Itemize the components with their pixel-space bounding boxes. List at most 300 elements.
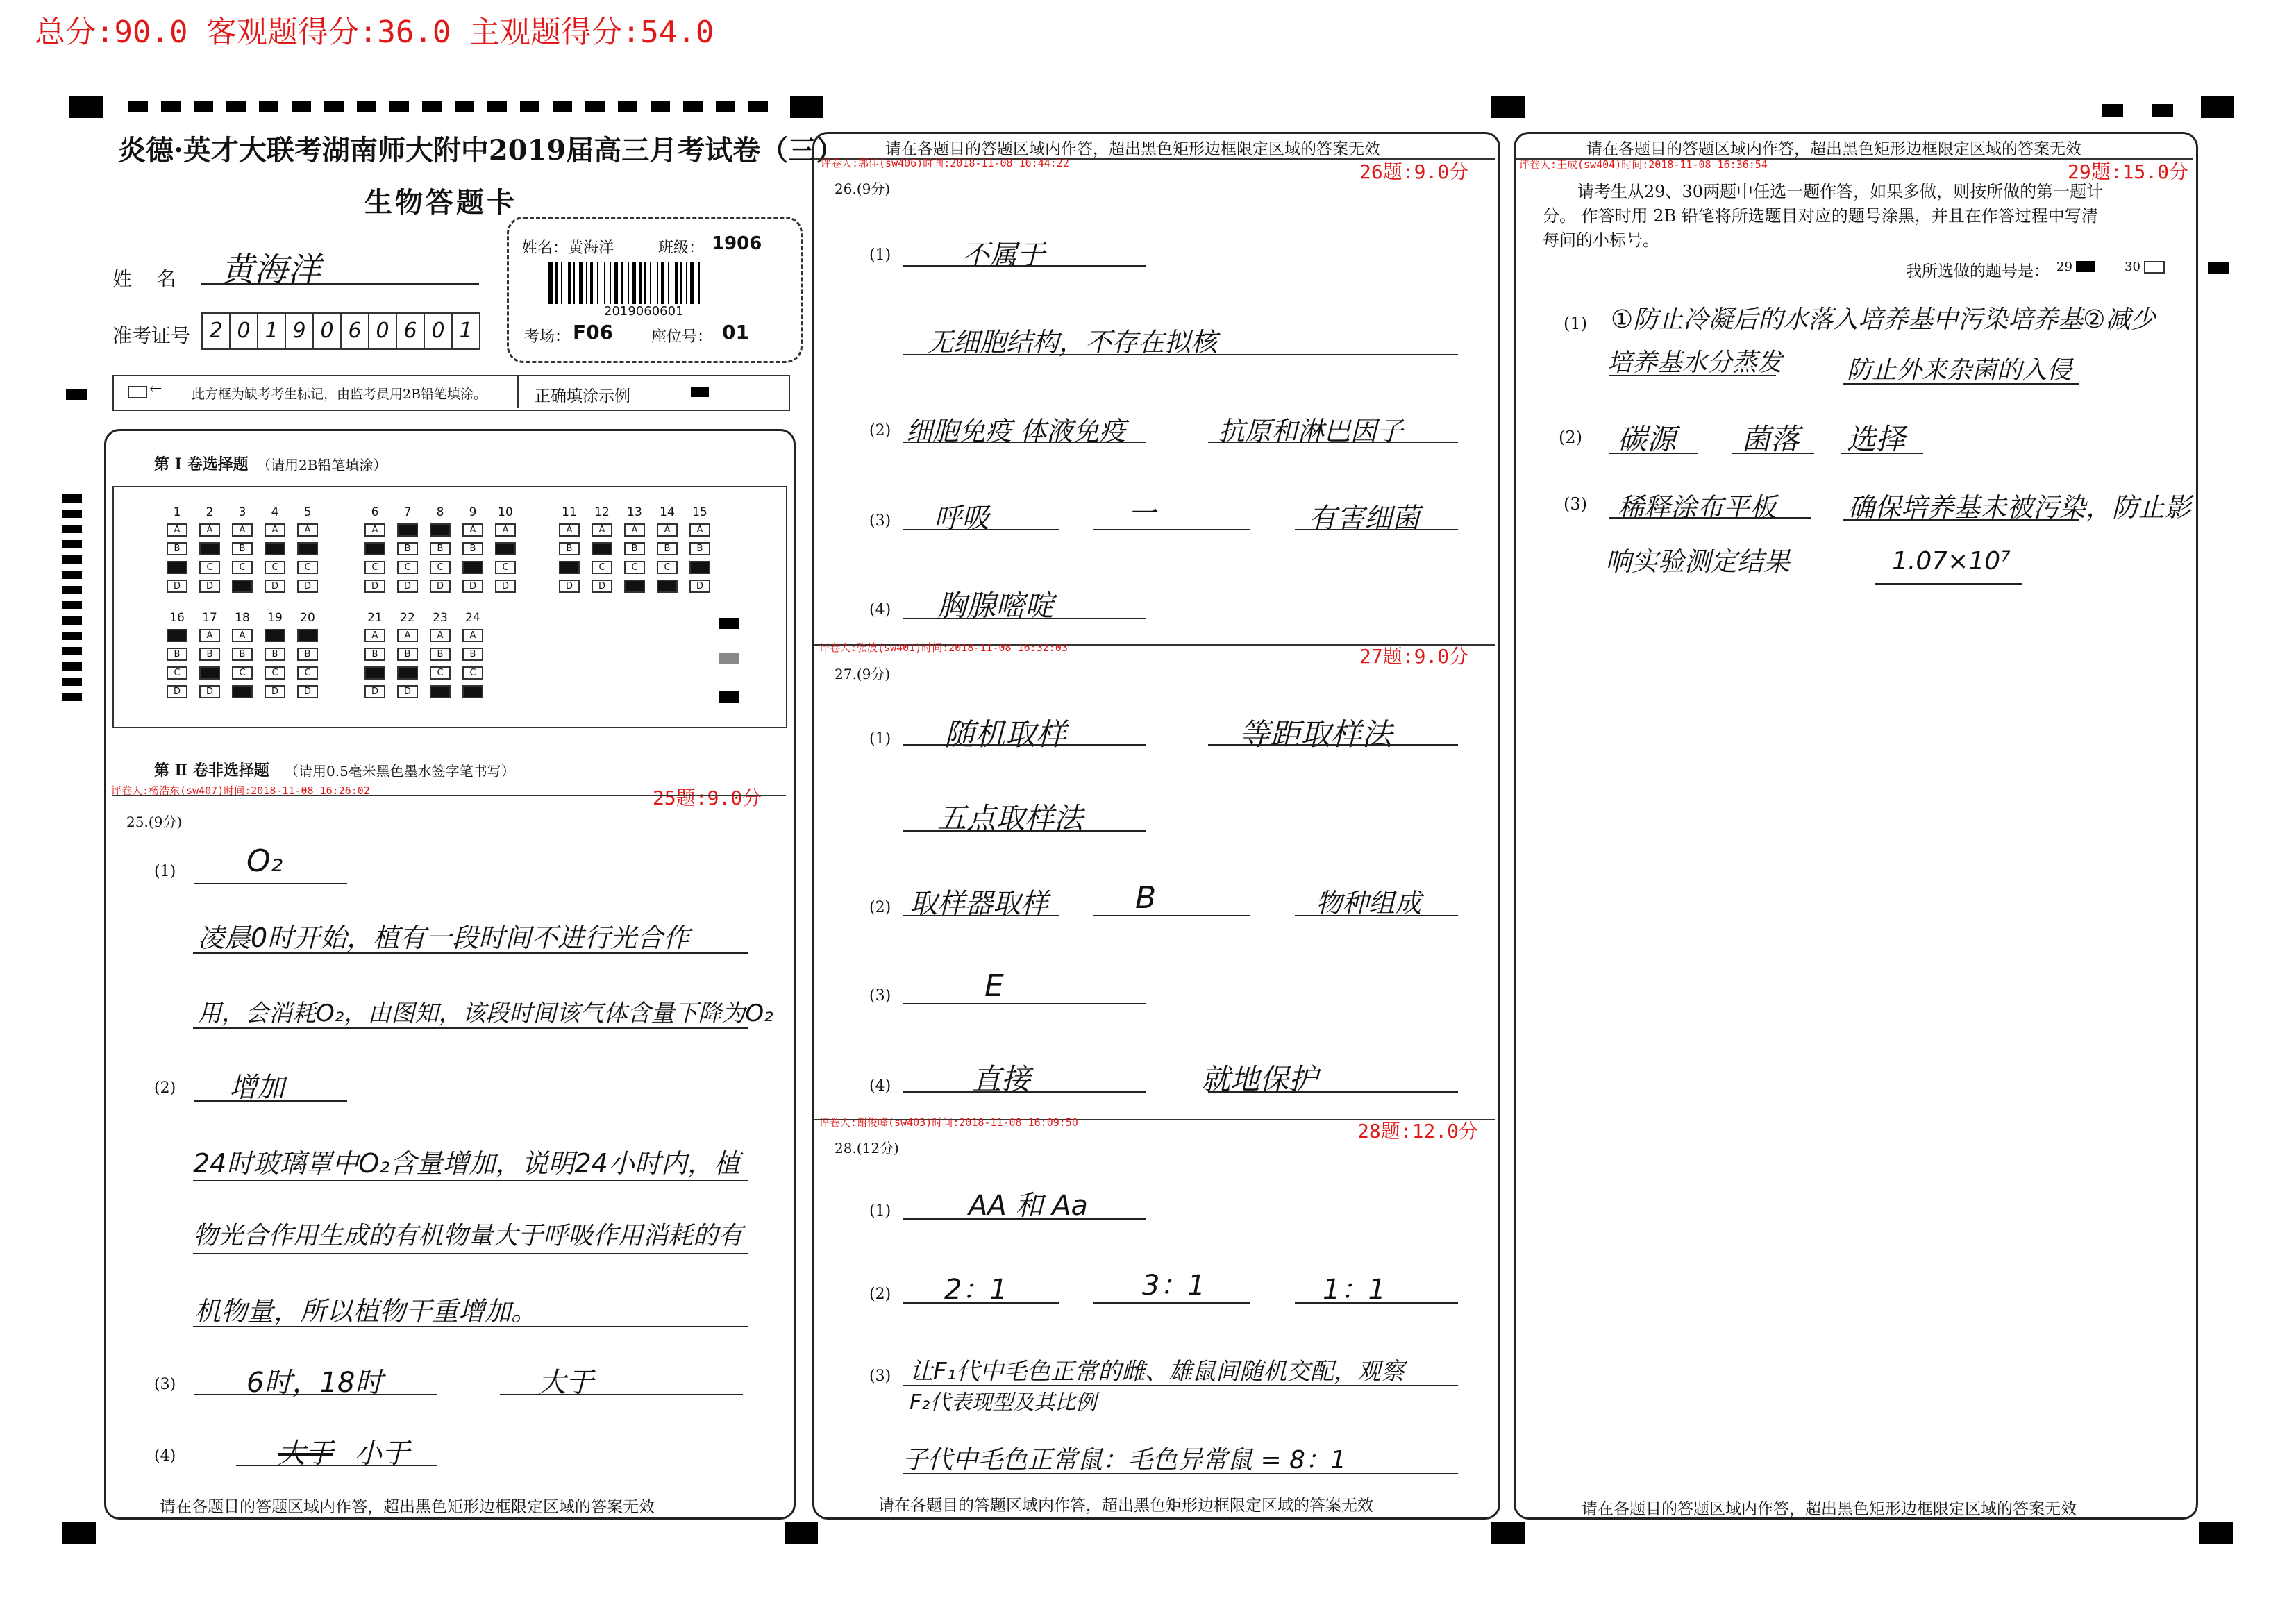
q27-label-3: (3)	[869, 987, 891, 1004]
section1-title: 第 Ⅰ 卷选择题	[154, 455, 249, 473]
barcode-bar	[644, 262, 646, 304]
q27-answer-3: E	[984, 968, 1004, 1004]
q25-top-rule	[112, 795, 786, 796]
answer-bubble-b[interactable]: B	[364, 648, 385, 661]
answer-bubble-c[interactable]: C	[199, 666, 220, 680]
barcode-bar	[668, 262, 669, 304]
q29-answer-3c: 1.07×10⁷	[1892, 547, 2011, 575]
q29-answer-1-line2b: 防止外来杂菌的入侵	[1847, 356, 2072, 385]
answer-bubble-b[interactable]: B	[265, 542, 285, 555]
answer-bubble-c[interactable]: C	[397, 561, 418, 574]
question-number: 15	[692, 505, 707, 519]
q25-line-3a	[194, 1394, 437, 1395]
q26-label-2: (2)	[869, 422, 891, 439]
answer-bubble-d[interactable]: D	[397, 580, 418, 593]
q28-answer-2b: 3：1	[1142, 1270, 1205, 1302]
q29-answer-3-line2: 响实验测定结果	[1605, 546, 1791, 577]
answer-bubble-a[interactable]: A	[462, 523, 483, 537]
barcode-bar	[686, 262, 687, 304]
answer-bubble-c[interactable]: C	[265, 561, 285, 574]
id-label: 准考证号	[112, 324, 191, 347]
answer-bubble-a[interactable]: A	[199, 523, 220, 537]
answer-bubble-c[interactable]: C	[297, 666, 318, 680]
q28-label-2: (2)	[869, 1286, 891, 1303]
q25-line-1a	[193, 952, 748, 954]
timing-dash	[324, 101, 344, 112]
question-number: 9	[469, 505, 477, 519]
answer-bubble-a[interactable]: A	[397, 523, 418, 537]
answer-bubble-a[interactable]: A	[232, 629, 253, 642]
timing-dash	[62, 555, 82, 564]
grid-mark-3	[719, 691, 739, 703]
left-timing-strip	[62, 494, 83, 709]
barcode-bar	[614, 262, 618, 304]
timing-mark-bottom-2	[1491, 1522, 1525, 1544]
answer-bubble-d[interactable]: D	[167, 685, 187, 698]
question-number: 4	[271, 505, 279, 519]
q29-label-1: (1)	[1564, 314, 1587, 333]
answer-bubble-a[interactable]: A	[232, 523, 253, 537]
exam-id-digit: 2	[201, 312, 231, 350]
question-number: 24	[465, 611, 480, 625]
timing-mark-top-3	[2102, 104, 2123, 117]
q28-label-1: (1)	[869, 1202, 891, 1220]
section1-hint: （请用2B铅笔填涂）	[257, 457, 387, 473]
q29-line-3a	[1609, 517, 1811, 519]
answer-bubble-b[interactable]: B	[430, 542, 451, 555]
q26-label-1: (1)	[869, 246, 891, 264]
barcode-bar	[555, 262, 558, 304]
question-number: 21	[367, 611, 383, 625]
timing-mark-bottom-left	[62, 1522, 96, 1544]
q28-answer-2a: 2：1	[944, 1274, 1007, 1306]
exam-id-digit: 0	[368, 312, 397, 350]
q28-line-2c	[1295, 1302, 1458, 1304]
q25-label-2: (2)	[154, 1079, 176, 1097]
answer-bubble-b[interactable]: B	[364, 542, 385, 555]
answer-bubble-b[interactable]: B	[397, 542, 418, 555]
timing-dash	[716, 101, 735, 112]
answer-bubble-c[interactable]: C	[364, 561, 385, 574]
q27-label-2: (2)	[869, 899, 891, 916]
q26-grader: 评卷人:郭佳(sw406)时间:2018-11-08 16:44:22	[821, 157, 1069, 169]
timing-dash	[422, 101, 442, 112]
answer-bubble-c[interactable]: C	[624, 561, 645, 574]
answer-bubble-a[interactable]: A	[297, 523, 318, 537]
timing-dash	[520, 101, 539, 112]
barcode-bar	[675, 262, 678, 304]
question-number: 22	[400, 611, 415, 625]
barcode-bar	[657, 262, 658, 304]
timing-dash	[357, 101, 376, 112]
answer-bubble-b[interactable]: B	[397, 648, 418, 661]
absent-divider	[517, 375, 519, 408]
question-number: 14	[660, 505, 675, 519]
q29-line-1a	[1609, 375, 1776, 376]
q29-answer-2c: 选择	[1847, 422, 1906, 456]
barcode-bar	[579, 262, 583, 304]
barcode-bar	[632, 262, 636, 304]
q29-answer-1-line1: ①防止冷凝后的水落入培养基中污染培养基②减少	[1611, 305, 2156, 334]
q27-header: 27.(9分)	[835, 666, 891, 682]
answer-bubble-a[interactable]: A	[592, 523, 612, 537]
answer-bubble-b[interactable]: B	[462, 648, 483, 661]
q28-line-3a	[903, 1385, 1458, 1386]
timing-dash	[62, 601, 82, 609]
q25-line-2c	[193, 1326, 748, 1327]
answer-bubble-d[interactable]: D	[232, 580, 253, 593]
answer-bubble-d[interactable]: D	[624, 580, 645, 593]
answer-bubble-d[interactable]: D	[430, 685, 451, 698]
answer-bubble-a[interactable]: A	[495, 523, 516, 537]
answer-bubble-c[interactable]: C	[232, 561, 253, 574]
q28-answer-2c: 1：1	[1323, 1274, 1386, 1306]
answer-bubble-d[interactable]: D	[364, 685, 385, 698]
q26-line-1a	[903, 354, 1458, 355]
q29-line-1b	[1843, 383, 2079, 385]
answer-bubble-d[interactable]: D	[167, 580, 187, 593]
timing-mark-top-left	[69, 96, 103, 118]
right-answer-panel	[1514, 132, 2198, 1520]
exam-id-boxes	[201, 312, 479, 348]
exam-id-digit: 0	[424, 312, 453, 350]
q27-answer-4b: 就地保护	[1201, 1062, 1318, 1096]
answer-bubble-c[interactable]: C	[495, 561, 516, 574]
barcode-bar	[628, 262, 629, 304]
answer-bubble-a[interactable]: A	[297, 629, 318, 642]
timing-dash	[62, 693, 82, 701]
barcode-bar	[650, 262, 651, 304]
timing-dash	[292, 101, 311, 112]
answer-bubble-c[interactable]: C	[364, 666, 385, 680]
timing-dash	[62, 540, 82, 548]
answer-bubble-d[interactable]: D	[689, 580, 710, 593]
timing-dash	[62, 678, 82, 686]
question-number: 1	[173, 505, 181, 519]
answer-bubble-d[interactable]: D	[199, 580, 220, 593]
q25-answer-2-line3: 机物量，所以植物干重增加。	[194, 1296, 538, 1327]
q27-answer-2a: 取样器取样	[910, 888, 1048, 920]
answer-bubble-a[interactable]: A	[265, 629, 285, 642]
q26-answer-3b: 一	[1128, 498, 1156, 530]
q25-line-2b	[193, 1253, 748, 1254]
room-value: F06	[573, 321, 614, 344]
q29-choice-30-number: 30	[2125, 260, 2140, 274]
answer-bubble-d[interactable]: D	[495, 580, 516, 593]
grid-mark-1	[719, 618, 739, 629]
score-summary: 总分:90.0 客观题得分:36.0 主观题得分:54.0	[35, 15, 714, 50]
answer-bubble-a[interactable]: A	[430, 629, 451, 642]
q26-answer-3c: 有害细菌	[1309, 503, 1420, 535]
q27-line-4b	[1208, 1091, 1458, 1093]
q26-label-3: (3)	[869, 512, 891, 530]
q26-answer-2a: 细胞免疫 体液免疫	[906, 416, 1126, 446]
q29-answer-1-line2: 培养基水分蒸发	[1607, 348, 1783, 377]
answer-bubble-c[interactable]: C	[397, 666, 418, 680]
timing-dash	[194, 101, 213, 112]
seat-value: 01	[722, 321, 749, 344]
barcode-bar	[548, 262, 553, 304]
q27-score: 27题:9.0分	[1359, 645, 1469, 668]
answer-bubble-d[interactable]: D	[592, 580, 612, 593]
sheet-subtitle: 生物答题卡	[364, 186, 517, 219]
timing-dash	[585, 101, 605, 112]
q26-line-4	[903, 618, 1146, 619]
q28-score: 28题:12.0分	[1357, 1120, 1479, 1143]
answer-bubble-c[interactable]: C	[689, 561, 710, 574]
answer-bubble-c[interactable]: C	[430, 561, 451, 574]
answer-bubble-b[interactable]: B	[657, 542, 678, 555]
q25-answer-2: 增加	[229, 1072, 285, 1104]
q26-answer-1-line: 无细胞结构，不存在拟核	[927, 327, 1218, 358]
q29-answer-3b: 确保培养基未被污染，防止影	[1848, 492, 2192, 523]
q25-header: 25.(9分)	[126, 814, 183, 830]
barcode-bar	[639, 262, 642, 304]
grid-mark-2	[719, 653, 739, 664]
barcode-bar	[590, 262, 593, 304]
timing-dash	[161, 101, 181, 112]
barcode-bar	[690, 262, 694, 304]
q29-answer-2a: 碳源	[1618, 422, 1677, 456]
answer-bubble-c[interactable]: C	[462, 561, 483, 574]
timing-dash	[553, 101, 572, 112]
answer-bubble-a[interactable]: A	[364, 629, 385, 642]
q29-choice-30-bubble[interactable]	[2144, 261, 2165, 274]
answer-bubble-a[interactable]: A	[430, 523, 451, 537]
answer-bubble-b[interactable]: B	[689, 542, 710, 555]
answer-bubble-a[interactable]: A	[167, 629, 187, 642]
barcode-class: 1906	[712, 233, 762, 254]
answer-bubble-b[interactable]: B	[199, 542, 220, 555]
q29-line-3c	[1875, 583, 2022, 585]
absent-arrow: ←	[149, 380, 162, 398]
q29-instruction-2: 分。 作答时用 2B 铅笔将所选题目对应的题号涂黑，并且在作答过程中写清	[1543, 206, 2098, 226]
exam-id-digit: 1	[451, 312, 480, 350]
q27-line-1c	[903, 830, 1146, 832]
q27-answer-2b: B	[1135, 880, 1157, 916]
q29-answer-2b: 菌落	[1741, 422, 1800, 456]
answer-bubble-b[interactable]: B	[297, 542, 318, 555]
barcode-bar	[661, 262, 664, 304]
q27-label-4: (4)	[869, 1077, 891, 1095]
top-timing-strip	[128, 101, 778, 112]
timing-dash	[62, 647, 82, 655]
q25-line-2	[194, 1100, 347, 1102]
q27-label-1: (1)	[869, 730, 891, 748]
timing-dash	[62, 586, 82, 594]
q27-line-4a	[903, 1091, 1146, 1093]
q28-line-2b	[1093, 1302, 1250, 1304]
q29-grader: 评卷人:王成(sw404)时间:2018-11-08 16:36:54	[1519, 158, 1768, 171]
q28-answer-1: AA 和 Aa	[969, 1190, 1089, 1222]
exam-id-digit: 0	[312, 312, 342, 350]
barcode-bar	[680, 262, 682, 304]
answer-bubble-a[interactable]: A	[199, 629, 220, 642]
timing-dash	[62, 525, 82, 533]
answer-bubble-d[interactable]: D	[232, 685, 253, 698]
answer-bubble-d[interactable]: D	[199, 685, 220, 698]
timing-dash	[62, 662, 82, 671]
q25-answer-3b: 大于	[538, 1367, 594, 1399]
answer-bubble-c[interactable]: C	[199, 561, 220, 574]
q27-answer-1a: 随机取样	[944, 717, 1066, 752]
q28-answer-3-line1: 让F₁代中毛色正常的雌、雄鼠间随机交配，观察	[910, 1358, 1405, 1386]
q29-choose-label: 我所选做的题号是：	[1906, 262, 2050, 280]
timing-dash	[62, 616, 82, 625]
answer-bubble-d[interactable]: D	[397, 685, 418, 698]
timing-dash	[62, 571, 82, 579]
timing-dash	[748, 101, 768, 112]
answer-bubble-c[interactable]: C	[297, 561, 318, 574]
answer-bubble-b[interactable]: B	[297, 648, 318, 661]
absent-note: 此方框为缺考考生标记，由监考员用2B铅笔填涂。	[192, 387, 487, 402]
answer-bubble-a[interactable]: A	[364, 523, 385, 537]
answer-bubble-c[interactable]: C	[462, 666, 483, 680]
q29-answer-3a: 稀释涂布平板	[1618, 492, 1777, 523]
q26-line-3c	[1295, 529, 1458, 530]
answer-bubble-d[interactable]: D	[265, 580, 285, 593]
answer-bubble-c[interactable]: C	[265, 666, 285, 680]
q25-answer-3a: 6时，18时	[246, 1367, 383, 1399]
answer-bubble-a[interactable]: A	[462, 629, 483, 642]
barcode-bar	[561, 262, 562, 304]
q25-label-3: (3)	[154, 1376, 176, 1393]
barcode-number: 2019060601	[604, 304, 684, 319]
q27-answer-1b: 等距取样法	[1239, 717, 1392, 752]
q29-line-2a	[1609, 453, 1698, 454]
name-label: 姓 名	[112, 267, 176, 290]
answer-bubble-b[interactable]: B	[559, 542, 580, 555]
q27-line-1b	[1208, 744, 1458, 746]
q25-answer-2-line2: 物光合作用生成的有机物量大于呼吸作用消耗的有	[193, 1222, 744, 1250]
answer-bubble-b[interactable]: B	[167, 542, 187, 555]
q27-answer-1c: 五点取样法	[937, 801, 1084, 835]
timing-mark-left-1	[66, 389, 87, 400]
question-number: 23	[433, 611, 448, 625]
q25-label-1: (1)	[154, 863, 176, 880]
question-number: 19	[267, 611, 283, 625]
timing-dash	[62, 510, 82, 518]
section2-title: 第 Ⅱ 卷非选择题	[154, 762, 269, 780]
answer-bubble-b[interactable]: B	[495, 542, 516, 555]
q27-line-3	[903, 1003, 1146, 1004]
q28-line-2a	[903, 1302, 1059, 1304]
answer-bubble-d[interactable]: D	[297, 685, 318, 698]
q28-grader: 评卷人:谢俊峰(sw403)时间:2018-11-08 16:09:50	[819, 1116, 1078, 1129]
answer-bubble-a[interactable]: A	[265, 523, 285, 537]
barcode-class-label: 班级：	[658, 239, 705, 257]
answer-bubble-c[interactable]: C	[657, 561, 678, 574]
answer-bubble-c[interactable]: C	[559, 561, 580, 574]
answer-bubble-a[interactable]: A	[689, 523, 710, 537]
q25-answer-1-line1: 凌晨0时开始，植有一段时间不进行光合作	[198, 923, 690, 953]
left-bottom-notice: 请在各题目的答题区域内作答，超出黑色矩形边框限定区域的答案无效	[160, 1498, 655, 1516]
answer-bubble-b[interactable]: B	[265, 648, 285, 661]
q29-instruction-3: 每问的小标号。	[1543, 230, 1659, 250]
q28-header: 28.(12分)	[835, 1140, 899, 1157]
answer-bubble-d[interactable]: D	[265, 685, 285, 698]
q29-line-3b	[1843, 519, 2079, 521]
middle-bottom-notice: 请在各题目的答题区域内作答，超出黑色矩形边框限定区域的答案无效	[878, 1497, 1373, 1515]
answer-bubble-b[interactable]: B	[199, 648, 220, 661]
answer-bubble-c[interactable]: C	[167, 666, 187, 680]
q25-line-4	[236, 1465, 437, 1466]
answer-bubble-b[interactable]: B	[624, 542, 645, 555]
q29-label-3: (3)	[1564, 494, 1587, 514]
answer-bubble-c[interactable]: C	[232, 666, 253, 680]
timing-dash	[389, 101, 409, 112]
timing-dash	[487, 101, 507, 112]
question-number: 8	[436, 505, 444, 519]
q29-instruction-1: 请考生从29、30两题中任选一题作答，如果多做，则按所做的第一题计	[1577, 182, 2104, 201]
q28-line-1	[903, 1218, 1146, 1220]
name-value: 黄海洋	[221, 251, 321, 289]
q26-line-2a	[903, 442, 1146, 443]
room-label: 考场：	[524, 328, 571, 346]
answer-bubble-b[interactable]: B	[462, 542, 483, 555]
q25-line-1b	[193, 1027, 748, 1029]
q25-score: 25题:9.0分	[653, 787, 762, 809]
answer-bubble-d[interactable]: D	[657, 580, 678, 593]
q27-line-1a	[903, 744, 1146, 746]
question-number: 5	[303, 505, 312, 519]
answer-bubble-a[interactable]: A	[167, 523, 187, 537]
q26-line-3b	[1093, 529, 1250, 530]
q25-answer-1: O₂	[246, 843, 283, 879]
timing-dash	[62, 632, 82, 640]
answer-bubble-b[interactable]: B	[592, 542, 612, 555]
absent-checkbox[interactable]	[128, 386, 147, 398]
answer-bubble-b[interactable]: B	[232, 648, 253, 661]
answer-bubble-c[interactable]: C	[167, 561, 187, 574]
answer-bubble-d[interactable]: D	[430, 580, 451, 593]
q28-label-3: (3)	[869, 1368, 891, 1385]
answer-bubble-d[interactable]: D	[462, 580, 483, 593]
barcode-name: 姓名：黄海洋	[522, 239, 614, 257]
question-number: 7	[403, 505, 412, 519]
seat-label: 座位号：	[651, 328, 713, 346]
timing-dash	[226, 101, 246, 112]
answer-bubble-c[interactable]: C	[592, 561, 612, 574]
q29-choice-29-bubble[interactable]	[2076, 261, 2095, 272]
question-number: 3	[238, 505, 246, 519]
q25-line-3b	[500, 1394, 743, 1395]
answer-bubble-a[interactable]: A	[559, 523, 580, 537]
answer-bubble-a[interactable]: A	[624, 523, 645, 537]
middle-top-notice: 请在各题目的答题区域内作答，超出黑色矩形边框限定区域的答案无效	[885, 140, 1380, 158]
answer-bubble-d[interactable]: D	[462, 685, 483, 698]
question-number: 18	[235, 611, 250, 625]
answer-bubble-d[interactable]: D	[364, 580, 385, 593]
answer-bubble-c[interactable]: C	[430, 666, 451, 680]
question-number: 6	[371, 505, 379, 519]
answer-bubble-b[interactable]: B	[430, 648, 451, 661]
q26-score: 26题:9.0分	[1359, 160, 1469, 183]
answer-bubble-d[interactable]: D	[559, 580, 580, 593]
q28-answer-3-line2: F₂代表现型及其比例	[910, 1390, 1097, 1415]
q25-grader: 评卷人:杨浩东(sw407)时间:2018-11-08 16:26:02	[111, 784, 370, 797]
answer-bubble-b[interactable]: B	[167, 648, 187, 661]
exam-title: 炎德·英才大联考湖南师大附中2019届高三月考试卷（三）	[118, 134, 844, 167]
answer-bubble-d[interactable]: D	[297, 580, 318, 593]
timing-dash	[455, 101, 474, 112]
answer-bubble-a[interactable]: A	[657, 523, 678, 537]
answer-bubble-a[interactable]: A	[397, 629, 418, 642]
answer-bubble-b[interactable]: B	[232, 542, 253, 555]
section2-hint: （请用0.5毫米黑色墨水签字笔书写）	[285, 763, 515, 780]
q27-line-2c	[1295, 915, 1458, 916]
q26-header: 26.(9分)	[835, 180, 891, 197]
